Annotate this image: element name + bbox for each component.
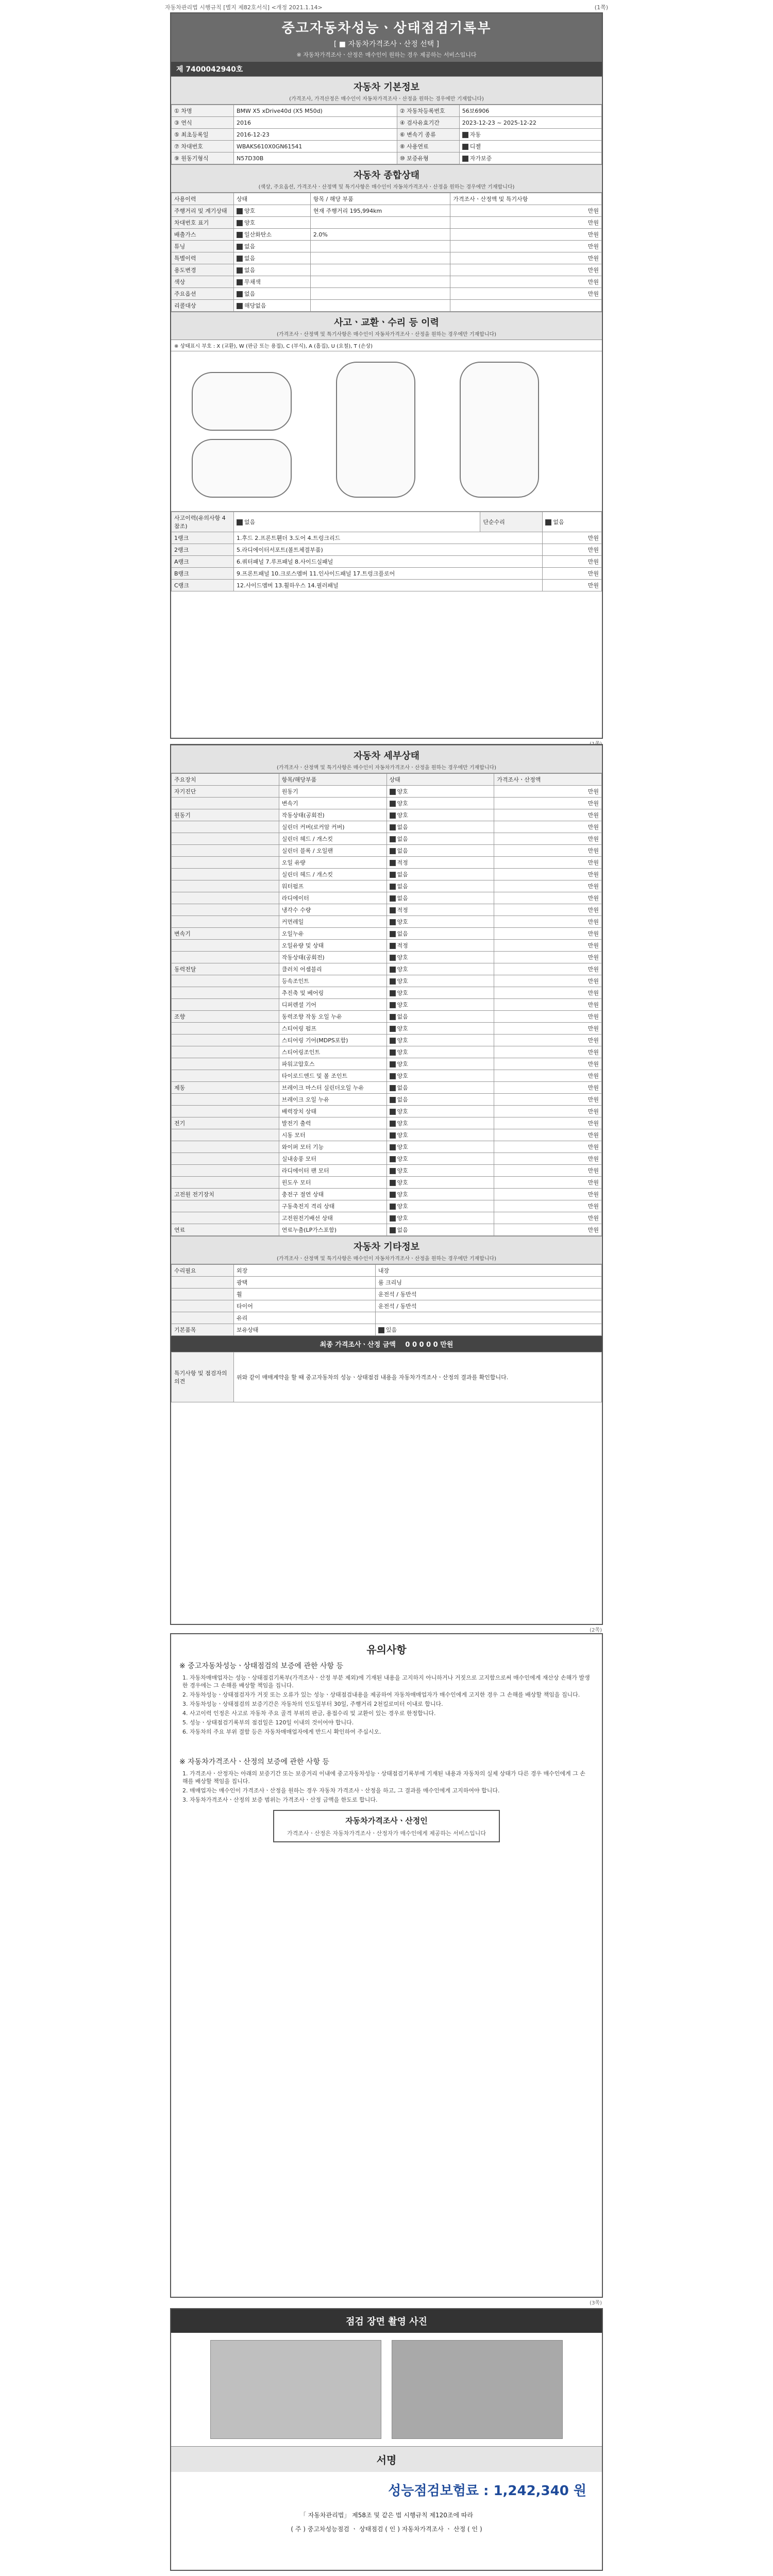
table-row: 자기진단 원동기 양호 만원 <box>172 786 602 798</box>
table-row: 실린더 커버(로커암 커버) 없음 만원 <box>172 821 602 833</box>
document-number: 제 7400042940호 <box>171 62 602 76</box>
table-row: C랭크 12.사이드멤버 13.휠하우스 14.필러패널 만원 <box>172 580 602 591</box>
checkbox-icon <box>390 1132 396 1139</box>
table-row: 실린더 블록 / 오일팬 없음 만원 <box>172 845 602 857</box>
accident-history-header <box>171 312 602 340</box>
table-row: 변속기 양호 만원 <box>172 798 602 809</box>
page-2 <box>170 744 603 1633</box>
checkbox-icon <box>390 931 396 937</box>
checkbox-icon <box>390 907 396 913</box>
checkbox-icon <box>390 1227 396 1233</box>
checkbox-icon <box>390 919 396 925</box>
checkbox-icon <box>390 895 396 902</box>
table-row: 실내송풍 모터 양호 만원 <box>172 1153 602 1165</box>
notice-paragraph: 3. 자동차성능ㆍ상태점검의 보증기간은 자동차의 인도일부터 30일, 주행거리 2천킬로미터 이내로 합니다. <box>182 1701 443 1707</box>
document-note: ※ 자동차가격조사ㆍ산정은 매수인이 원하는 경우 제공하는 서비스입니다 <box>296 52 477 58</box>
table-row: 와이퍼 모터 기능 양호 만원 <box>172 1141 602 1153</box>
form-header-line <box>165 3 608 10</box>
checkbox-icon <box>237 303 243 309</box>
notice-head-2: ※ 자동차가격조사ㆍ산정의 보증에 관한 사항 등 <box>179 1758 329 1766</box>
page-3 <box>170 1633 603 2306</box>
table-header-row: 주요장치 항목/해당부품 상태 가격조사ㆍ산정액 <box>172 774 602 786</box>
signature-row: 서명 <box>171 2446 602 2472</box>
checkbox-icon <box>390 1014 396 1020</box>
checkbox-icon <box>390 1121 396 1127</box>
table-row: 고전원 전기장치 충전구 절연 상태 양호 만원 <box>172 1189 602 1200</box>
table-row: ⑤ 최초등록일 2016-12-23 ⑥ 변속기 종류 자동 <box>172 129 602 141</box>
final-price-value: 0 0 0 0 0 만원 <box>405 1341 453 1349</box>
checkbox-icon <box>390 824 396 831</box>
table-row: 수리필요 외장 내장 <box>172 1265 602 1277</box>
checkbox-icon <box>390 1192 396 1198</box>
inspection-photo-front <box>210 2340 381 2439</box>
checkbox-icon <box>390 1073 396 1079</box>
checkbox-icon <box>390 1204 396 1210</box>
other-info-title: 자동차 기타정보 <box>354 1242 419 1252</box>
accident-history-title: 사고ㆍ교환ㆍ수리 등 이력 <box>334 317 439 328</box>
page-number: (2쪽) <box>590 1628 602 1633</box>
legal-footnote: 「 자동차관리법」 제58조 및 같은 법 시행규칙 제120조에 따라 <box>299 2512 474 2519</box>
table-row: 추진축 및 베어링 양호 만원 <box>172 987 602 999</box>
table-row: 워터펌프 없음 만원 <box>172 880 602 892</box>
table-row: 리콜대상 해당없음 <box>172 300 602 312</box>
checkbox-icon <box>390 1026 396 1032</box>
table-row: 스티어링조인트 양호 만원 <box>172 1046 602 1058</box>
notice-paragraph: 1. 자동차매매업자는 성능ㆍ상태점검기록부(가격조사ㆍ산정 부분 제외)에 기재된 내용을 고지하지 아니하거나 거짓으로 고지함으로써 매수인에게 재산상 손해가 발생한 경우에는 그 손해를 배상할 책임을 집니다. <box>182 1674 590 1689</box>
table-row: 주행거리 및 계기상태 양호 현재 주행거리 195,994km 만원 <box>172 205 602 217</box>
table-row: 색상 무채색 만원 <box>172 276 602 288</box>
table-row: B랭크 9.프론트패널 10.크로스멤버 11.인사이드패널 17.트렁크플로어 만원 <box>172 568 602 580</box>
notice-title: 유의사항 <box>366 1643 407 1656</box>
table-row: 스티어링 기어(MDPS포함) 양호 만원 <box>172 1035 602 1046</box>
checkbox-icon <box>462 132 468 138</box>
table-row: 유리 <box>172 1312 602 1324</box>
table-row: 사고이력(유의사항 4 참조) 없음 단순수리 없음 <box>172 512 602 532</box>
checkbox-icon <box>390 943 396 949</box>
special-notes-table <box>171 1352 602 1402</box>
final-price-bar <box>171 1336 602 1352</box>
checkbox-icon <box>390 872 396 878</box>
checkbox-icon <box>390 860 396 866</box>
table-row: 2랭크 5.라디에이터서포트(볼트체결부품) 만원 <box>172 544 602 556</box>
detail-status-table <box>171 773 602 1236</box>
checkbox-icon <box>390 990 396 996</box>
checkbox-icon <box>390 955 396 961</box>
general-status-sub: (색상, 주요옵션, 가격조사ㆍ산정액 및 특기사항은 매수인이 자동차가격조사ㆍ산정을 원하는 경우에만 기재합니다) <box>258 184 515 190</box>
basic-info-sub: (가격조사, 가격산정은 매수인이 자동차가격조사ㆍ산정을 원하는 경우에만 기재합니다) <box>289 96 484 102</box>
table-row: 브레이크 오일 누유 없음 만원 <box>172 1094 602 1106</box>
document-subtitle: [ ■ 자동차가격조사ㆍ산정 선택 ] <box>333 40 440 48</box>
table-row: 동력전달 클러치 어셈블리 양호 만원 <box>172 963 602 975</box>
accident-history-sub: (가격조사ㆍ산정액 및 특기사항은 매수인이 자동차가격조사ㆍ산정을 원하는 경우에만 기재합니다) <box>276 332 497 337</box>
detail-status-sub: (가격조사ㆍ산정액 및 특기사항은 매수인이 자동차가격조사ㆍ산정을 원하는 경우에만 기재합니다) <box>276 765 497 771</box>
other-info-header <box>171 1236 602 1264</box>
table-row: 타이어 운전석 / 동반석 <box>172 1300 602 1312</box>
checkbox-icon <box>390 1215 396 1222</box>
notice-paragraph: 5. 성능ㆍ상태점검기록부의 점검일은 120일 이내의 것이어야 합니다. <box>182 1719 354 1726</box>
table-row: 제동 브레이크 마스터 실린더오일 누유 없음 만원 <box>172 1082 602 1094</box>
checkbox-icon <box>237 267 243 274</box>
car-side-right-icon <box>192 439 292 498</box>
checkbox-icon <box>390 1038 396 1044</box>
checkbox-icon <box>378 1327 384 1333</box>
checkbox-icon <box>390 1180 396 1186</box>
table-row: 디퍼렌셜 기어 양호 만원 <box>172 999 602 1011</box>
appraiser-note: 가격조사ㆍ산정은 자동차가격조사ㆍ산정자가 매수인에게 제공하는 서비스입니다 <box>287 1830 486 1837</box>
table-row: 1랭크 1.후드 2.프론트휀더 3.도어 4.트렁크리드 만원 <box>172 532 602 544</box>
table-row: 냉각수 수량 적정 만원 <box>172 904 602 916</box>
table-row: 기본품목 보유상태 있음 <box>172 1324 602 1336</box>
checkbox-icon <box>237 220 243 226</box>
table-row: ⑦ 차대번호 WBAKS610X0GN61541 ⑧ 사용연료 디젤 <box>172 141 602 152</box>
basic-info-header <box>171 76 602 105</box>
table-row: 원동기 작동상태(공회전) 양호 만원 <box>172 809 602 821</box>
table-row: 특기사항 및 점검자의 의견 위와 같이 매매계약을 할 때 중고자동차의 성능ㆍ상태점검 내용을 자동차가격조사ㆍ산정의 결과를 확인합니다. <box>172 1352 602 1402</box>
inspection-photo-rear <box>392 2340 563 2439</box>
table-row: 고전원전기배선 상태 양호 만원 <box>172 1212 602 1224</box>
checkbox-icon <box>237 244 243 250</box>
table-row: 배출가스 일산화탄소 2.0% 만원 <box>172 229 602 241</box>
document-title-bar <box>171 13 602 62</box>
checkbox-icon <box>237 208 243 214</box>
appraiser-box <box>273 1810 500 1842</box>
table-row: 구동축전지 격리 상태 양호 만원 <box>172 1200 602 1212</box>
insurance-fee: 성능점검보험료 : 1,242,340 원 <box>388 2483 586 2499</box>
photo-section-title: 점검 장면 촬영 사진 <box>171 2309 602 2333</box>
checkbox-icon <box>390 1002 396 1008</box>
table-row: ⑨ 원동기형식 N57D30B ⑩ 보증유형 자가보증 <box>172 152 602 164</box>
checkbox-icon <box>237 291 243 297</box>
table-row: 파워고압호스 양호 만원 <box>172 1058 602 1070</box>
checkbox-icon <box>237 519 243 526</box>
detail-status-title: 자동차 세부상태 <box>354 751 419 761</box>
photo-page <box>170 2308 603 2571</box>
car-side-left-icon <box>192 372 292 431</box>
checkbox-icon <box>545 519 551 526</box>
accident-legend: ※ 상태표시 부호 : X (교환), W (판금 또는 용접), C (부식), A (흠집), U (요철), T (손상) <box>174 344 373 349</box>
table-row: 주요옵션 없음 만원 <box>172 288 602 300</box>
table-row: 변속기 오일누유 없음 만원 <box>172 928 602 940</box>
legal-footnote-2: ( 주 ) 중고차성능점검 ㆍ 상태점검 ( 인 ) 자동차가격조사 ㆍ 산정 ( 인 ) <box>291 2526 482 2533</box>
checkbox-icon <box>462 156 468 162</box>
appraiser-title: 자동차가격조사ㆍ산정인 <box>345 1816 428 1825</box>
table-row: 실린더 헤드 / 개스킷 없음 만원 <box>172 833 602 845</box>
checkbox-icon <box>390 1061 396 1067</box>
table-row: 오일 유량 적정 만원 <box>172 857 602 869</box>
checkbox-icon <box>390 836 396 842</box>
general-status-title: 자동차 종합상태 <box>354 170 419 181</box>
basic-info-title: 자동차 기본정보 <box>354 82 419 93</box>
table-row: 시동 모터 양호 만원 <box>172 1129 602 1141</box>
table-row: 윈도우 모터 양호 만원 <box>172 1177 602 1189</box>
table-row: 특별이력 없음 만원 <box>172 252 602 264</box>
checkbox-icon <box>390 789 396 795</box>
car-frame-icon <box>460 362 539 498</box>
table-row: 실린더 헤드 / 개스킷 없음 만원 <box>172 869 602 880</box>
detail-status-header <box>171 745 602 773</box>
table-row: 연료 연료누출(LP가스포함) 없음 만원 <box>172 1224 602 1236</box>
final-price-label: 최종 가격조사ㆍ산정 금액 <box>320 1341 396 1349</box>
car-diagram <box>171 351 602 512</box>
table-row: 등속조인트 양호 만원 <box>172 975 602 987</box>
table-row: ① 차명 BMW X5 xDrive40d (X5 M50d) ② 자동차등록번호 56보6906 <box>172 105 602 117</box>
checkbox-icon <box>390 1109 396 1115</box>
checkbox-icon <box>390 1156 396 1162</box>
basic-info-table <box>171 105 602 164</box>
table-row: 전기 발전기 출력 양호 만원 <box>172 1117 602 1129</box>
table-row: 커먼레일 양호 만원 <box>172 916 602 928</box>
checkbox-icon <box>390 1097 396 1103</box>
table-row: 사용이력 상태 항목 / 해당 부품 가격조사ㆍ산정액 및 특기사항 <box>172 193 602 205</box>
other-info-table <box>171 1264 602 1336</box>
checkbox-icon <box>390 812 396 819</box>
table-row: 오일유량 및 상태 적정 만원 <box>172 940 602 952</box>
checkbox-icon <box>390 801 396 807</box>
notice-paragraph: 2. 자동차성능ㆍ상태점검자가 거짓 또는 오류가 있는 성능ㆍ상태점검내용을 제공하여 자동차매매업자가 매수인에게 고지한 경우 그 손해를 배상할 책임을 집니다. <box>182 1691 580 1698</box>
checkbox-icon <box>237 232 243 238</box>
table-row: ③ 연식 2016 ④ 검사유효기간 2023-12-23 ~ 2025-12-22 <box>172 117 602 129</box>
page-1 <box>170 12 603 739</box>
accident-table <box>171 512 602 591</box>
checkbox-icon <box>390 1144 396 1150</box>
table-row: 조향 동력조향 작동 오일 누유 없음 만원 <box>172 1011 602 1023</box>
notice-paragraph: 2. 매매업자는 매수인이 가격조사ㆍ산정을 원하는 경우 자동차 가격조사ㆍ산정을 하고, 그 결과를 매수인에게 고지하여야 합니다. <box>182 1787 500 1794</box>
table-row: 타이로드엔드 및 볼 조인트 양호 만원 <box>172 1070 602 1082</box>
table-row: 라디에이터 팬 모터 양호 만원 <box>172 1165 602 1177</box>
general-status-table <box>171 193 602 312</box>
table-row: 튜닝 없음 만원 <box>172 241 602 252</box>
photo-row <box>171 2333 602 2446</box>
checkbox-icon <box>462 144 468 150</box>
checkbox-icon <box>390 978 396 985</box>
table-row: 용도변경 없음 만원 <box>172 264 602 276</box>
notice-head-1: ※ 중고자동차성능ㆍ상태점검의 보증에 관한 사항 등 <box>179 1662 343 1670</box>
page-number: (3쪽) <box>590 2300 602 2306</box>
table-row: A랭크 6.쿼터패널 7.루프패널 8.사이드실패널 만원 <box>172 556 602 568</box>
general-status-header <box>171 164 602 193</box>
notice-paragraph: 1. 가격조사ㆍ산정자는 아래의 보증기간 또는 보증거리 이내에 중고자동차성능ㆍ상태점검기록부에 기재된 내용과 자동차의 실제 상태가 다른 경우 매수인에게 그 손해를 배상할 책임을 집니다. <box>182 1770 585 1785</box>
car-top-icon <box>336 362 415 498</box>
notice-paragraph: 4. 사고이력 인정은 사고로 자동차 주요 골격 부위의 판금, 용접수리 및 교환이 있는 경우로 한정합니다. <box>182 1710 436 1717</box>
checkbox-icon <box>390 1085 396 1091</box>
table-row: 차대번호 표기 양호 만원 <box>172 217 602 229</box>
page-label: (1쪽) <box>594 4 608 11</box>
document-title: 중고자동차성능ㆍ상태점검기록부 <box>281 21 492 36</box>
table-row: 작동상태(공회전) 양호 만원 <box>172 952 602 963</box>
notice-paragraph: 3. 자동차가격조사ㆍ산정의 보증 범위는 가격조사ㆍ산정 금액을 한도로 합니다. <box>182 1797 378 1803</box>
checkbox-icon <box>390 1049 396 1056</box>
checkbox-icon <box>237 256 243 262</box>
table-row: 스티어링 펌프 양호 만원 <box>172 1023 602 1035</box>
table-row: 휠 운전석 / 동반석 <box>172 1289 602 1300</box>
checkbox-icon <box>390 848 396 854</box>
table-row: 광택 룸 크리닝 <box>172 1277 602 1289</box>
checkbox-icon <box>390 967 396 973</box>
checkbox-icon <box>390 884 396 890</box>
table-row: 라디에이터 없음 만원 <box>172 892 602 904</box>
checkbox-icon <box>237 279 243 285</box>
notice-paragraph: 6. 자동차의 주요 부위 결함 등은 자동차매매업자에게 반드시 확인하여 주십시오. <box>182 1728 381 1735</box>
form-law-ref: 자동차관리법 시행규칙 [별지 제82호서식] <개정 2021.1.14> <box>165 4 323 11</box>
other-info-sub: (가격조사ㆍ산정액 및 특기사항은 매수인이 자동차가격조사ㆍ산정을 원하는 경우에만 기재합니다) <box>276 1256 497 1262</box>
checkbox-icon <box>390 1168 396 1174</box>
table-row: 배력장치 상태 양호 만원 <box>172 1106 602 1117</box>
